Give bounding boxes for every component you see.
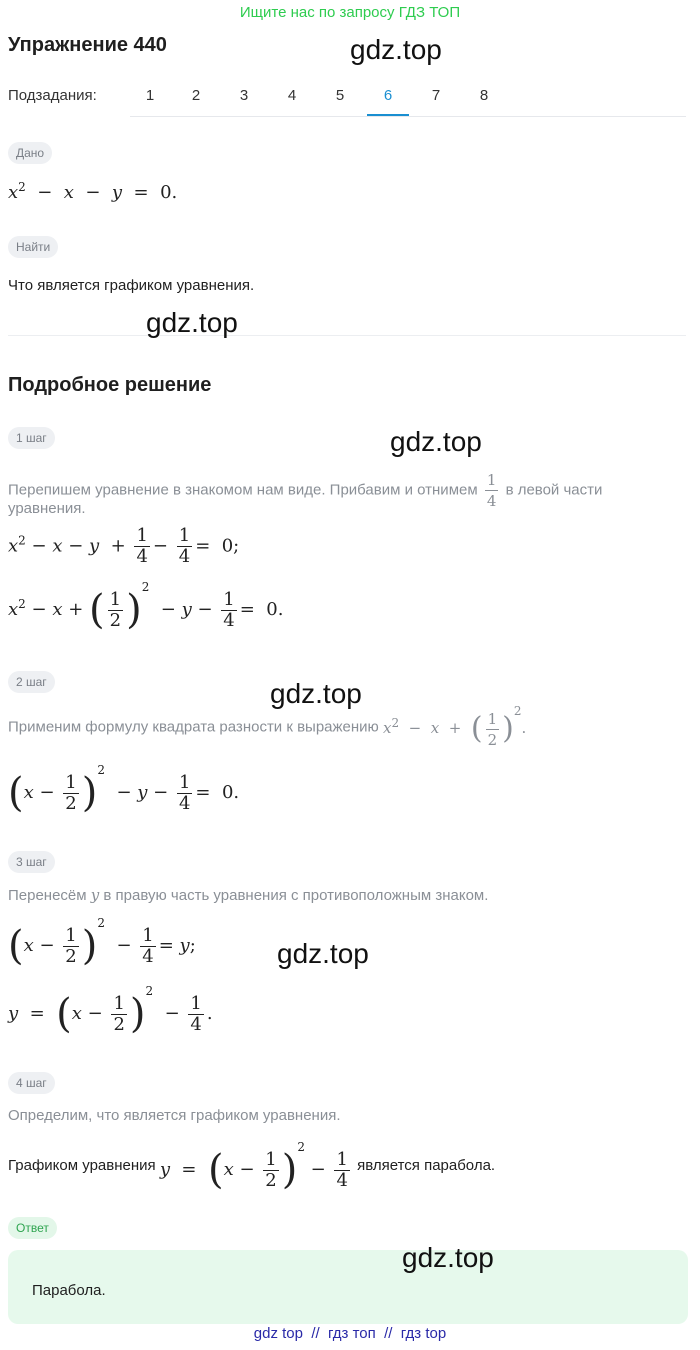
step-3-equation-2: y = (x − $\frac{1}{2}$ )$^2$ − $\frac{1}{4}$ . (8, 984, 213, 1037)
subtasks-label: Подзадания: (8, 87, 97, 104)
find-text: Что является графиком уравнения. (8, 277, 255, 294)
step-4-text: Определим, что является графиком уравнения. (8, 1107, 341, 1124)
find-pill: Найти (8, 236, 58, 258)
subtasks-tabs (130, 80, 686, 117)
watermark: gdz.top (146, 307, 238, 338)
watermark: gdz.top (402, 1242, 494, 1273)
step-2-equation: (x − $\frac{1}{2}$ )$^2$ − y − $\frac{1}{4}$ = 0. (8, 763, 240, 816)
step-3-pill: 3 шаг (8, 851, 55, 873)
watermark: gdz.top (277, 938, 369, 969)
step-1-pill: 1 шаг (8, 427, 55, 449)
step-1-text: Перепишем уравнение в знакомом нам виде. Прибавим и отнимем $\frac{1}{4}$ в левой части (8, 471, 603, 510)
given-pill: Дано (8, 142, 52, 164)
step-1-equation-1: $x^2 - x - y$ + $\frac{1}{4}$ − $\frac{1}{4}$ = 0; (8, 525, 240, 567)
solution-heading: Подробное решение (8, 374, 212, 396)
tab-subtask-5[interactable]: 5 (335, 87, 345, 104)
tab-subtask-7[interactable]: 7 (431, 87, 441, 104)
step-4-pill: 4 шаг (8, 1072, 55, 1094)
watermark: gdz.top (270, 678, 362, 709)
watermark: gdz.top (350, 34, 442, 65)
tab-subtask-3[interactable]: 3 (239, 87, 249, 104)
step-3-equation-1: (x − $\frac{1}{2}$ )$^2$ − $\frac{1}{4}$ = y; (8, 916, 196, 969)
step-1-equation-2: $x^2 - x$ + ( $\frac{1}{2}$ )$^2$ − y − $\frac{1}{4}$ = 0. (8, 580, 284, 633)
answer-text: Парабола. (32, 1282, 106, 1299)
given-equation: $x^2 - x - y = 0$. (8, 180, 178, 203)
answer-pill: Ответ (8, 1217, 57, 1239)
tab-subtask-4[interactable]: 4 (287, 87, 297, 104)
search-banner: Ищите нас по запросу ГДЗ ТОП (239, 4, 461, 21)
step-2-text: Применим формулу квадрата разности к выражению $x^2 - x$ + ( $\frac{1}{2}$ )$^2$. (8, 704, 527, 749)
tab-subtask-2[interactable]: 2 (191, 87, 201, 104)
answer-box (8, 1250, 688, 1324)
footer-links[interactable]: gdz top // гдз топ // гдз top (253, 1325, 447, 1342)
divider (8, 335, 686, 336)
tab-subtask-1[interactable]: 1 (145, 87, 155, 104)
step-3-text: Перенесём y в правую часть уравнения с противоположным знаком. (8, 886, 489, 904)
step-4-conclusion: Графиком уравнения y = (x − $\frac{1}{2}$ )$^2$ − $\frac{1}{4}$ является парабола. (8, 1140, 496, 1193)
watermark: gdz.top (390, 426, 482, 457)
tab-subtask-8[interactable]: 8 (479, 87, 489, 104)
page-title: Упражнение 440 (8, 34, 167, 56)
tab-subtask-6[interactable]: 6 (383, 87, 393, 104)
step-2-pill: 2 шаг (8, 671, 55, 693)
step-1-text-cont: уравнения. (8, 500, 86, 517)
active-tab-indicator (367, 114, 409, 116)
